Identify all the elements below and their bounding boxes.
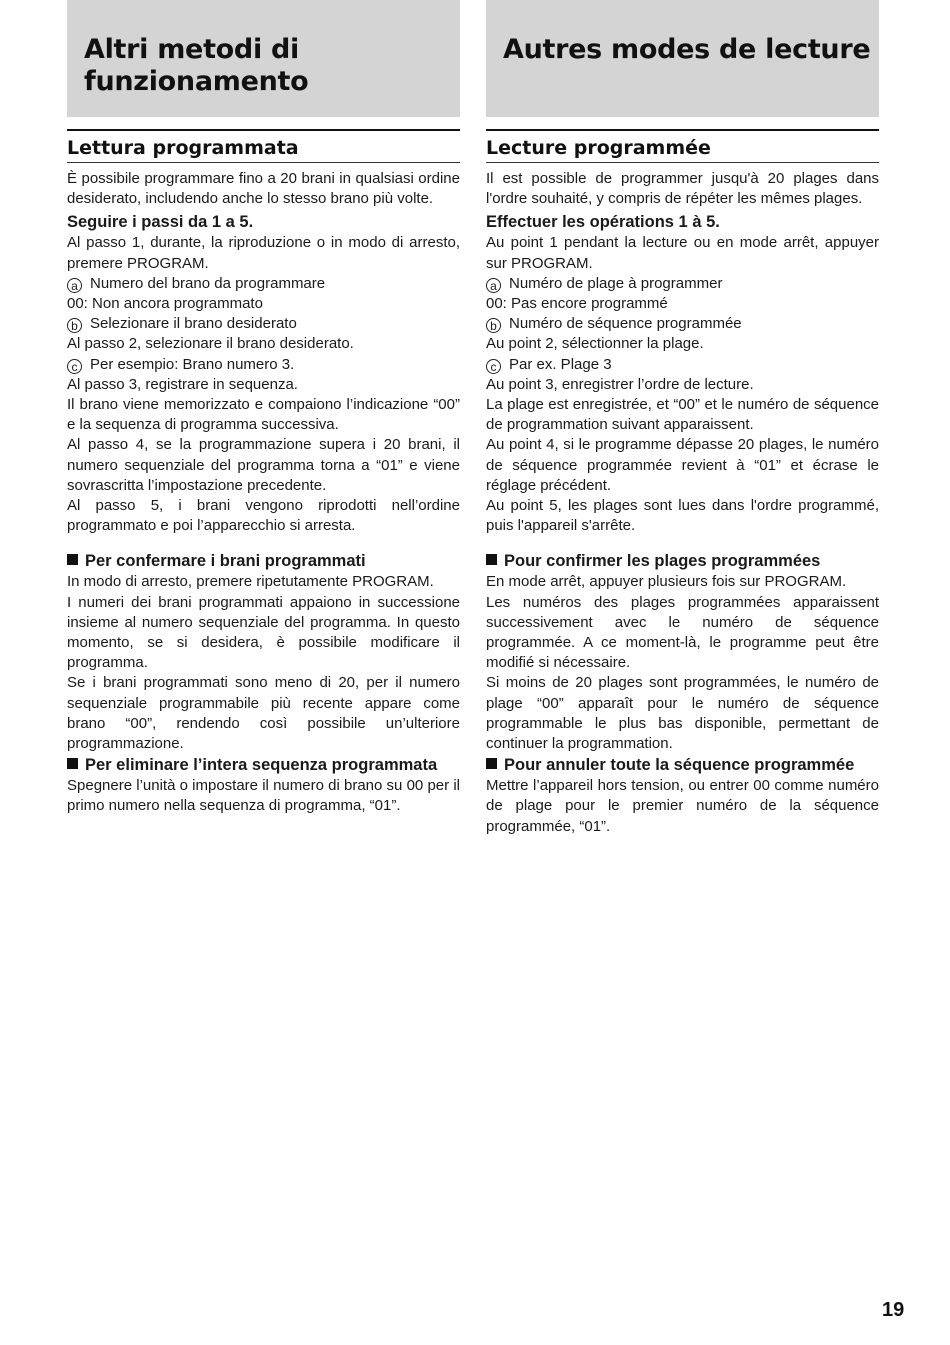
italian-step3: Al passo 3, registrare in sequenza. (67, 375, 298, 393)
italian-step1: Al passo 1, durante, la riproduzione o in modo di arresto, premere PROGRAM. (67, 234, 460, 272)
italian-confirm-p2: I numeri dei brani programmati appaiono in successione insieme al numero sequenziale del programma. In questo momento, se si desidera, è possibile modificare il programma. (67, 593, 460, 672)
french-item-b-text: Numéro de séquence programmée (509, 315, 742, 333)
french-delete-p1: Mettre l’appareil hors tension, ou entrer 00 comme numéro de plage pour le premier numéro de la séquence programmée, “01”. (486, 777, 879, 835)
italian-confirm-p3: Se i brani programmati sono meno di 20, per il numero sequenziale programmabile più recente appare come brano “00”, rendendo così possibile un’ulteriore programmazione. (67, 674, 460, 753)
italian-step2: Al passo 2, selezionare il brano desiderato. (67, 335, 354, 353)
italian-section-head (67, 129, 460, 163)
italian-item-a-text: Numero del brano da programmare (90, 274, 326, 292)
italian-section-title: Lettura programmata (67, 137, 299, 159)
square-bullet-icon (67, 758, 78, 769)
italian-steps-title: Seguire i passi da 1 a 5. (67, 213, 254, 232)
french-item-b (486, 314, 879, 334)
french-header-box (486, 0, 879, 117)
italian-step3-detail: Il brano viene memorizzato e compaiono l’indicazione “00” e la sequenza di programma successiva. (67, 396, 460, 434)
italian-chapter-title: Altri metodi di funzionamento (84, 34, 309, 97)
italian-confirm-title: Per confermare i brani programmati (85, 552, 366, 571)
circled-b-icon: b (67, 318, 82, 333)
italian-step4: Al passo 4, se la programmazione supera i 20 brani, il numero sequenziale del programma torna a “01” e viene sovrascritta l’impostazione precedente. (67, 436, 460, 494)
italian-item-a (67, 274, 460, 294)
french-column (486, 0, 879, 837)
french-section-head (486, 129, 879, 163)
french-confirm-title-row (486, 550, 879, 572)
french-step3: Au point 3, enregistrer l’ordre de lecture. (486, 375, 754, 393)
italian-header-box (67, 0, 460, 117)
french-steps-title: Effectuer les opérations 1 à 5. (486, 213, 720, 232)
square-bullet-icon (486, 554, 497, 565)
french-body (486, 163, 879, 837)
italian-item-b-text: Selezionare il brano desiderato (90, 315, 297, 333)
french-item-a-text: Numéro de plage à programmer (509, 274, 723, 292)
square-bullet-icon (67, 554, 78, 565)
italian-intro: È possibile programmare fino a 20 brani in qualsiasi ordine desiderato, includendo anche lo stesso brano più volte. (67, 170, 460, 208)
italian-confirm-title-row (67, 550, 460, 572)
french-item-c (486, 355, 879, 375)
french-chapter-title: Autres modes de lecture (503, 34, 871, 65)
italian-delete-title-row (67, 754, 460, 776)
circled-b-icon: b (486, 318, 501, 333)
french-step5: Au point 5, les plages sont lues dans l'ordre programmé, puis l'appareil s'arrête. (486, 497, 879, 535)
circled-c-icon: c (67, 359, 82, 374)
italian-delete-p1: Spegnere l’unità o impostare il numero di brano su 00 per il primo numero nella sequenza di programma, “01”. (67, 777, 460, 815)
italian-body (67, 163, 460, 817)
french-confirm-title: Pour confirmer les plages programmées (504, 552, 821, 571)
french-step2: Au point 2, sélectionner la plage. (486, 335, 704, 353)
italian-item-b (67, 314, 460, 334)
french-confirm-p3: Si moins de 20 plages sont programmées, le numéro de plage “00” apparaît pour le numéro de séquence programmable le plus bas disponible, permettant de continuer la programmation. (486, 674, 879, 753)
italian-item-c-text: Per esempio: Brano numero 3. (90, 355, 295, 373)
french-delete-title-row (486, 754, 879, 776)
french-section-title: Lecture programmée (486, 137, 711, 159)
italian-step5: Al passo 5, i brani vengono riprodotti nell’ordine programmato e poi l’apparecchio si arresta. (67, 497, 460, 535)
italian-not-programmed: 00: Non ancora programmato (67, 295, 263, 313)
italian-item-c (67, 355, 460, 375)
french-item-a (486, 274, 879, 294)
french-item-c-text: Par ex. Plage 3 (509, 355, 612, 373)
circled-a-icon: a (67, 278, 82, 293)
circled-a-icon: a (486, 278, 501, 293)
italian-confirm-p1: In modo di arresto, premere ripetutamente PROGRAM. (67, 573, 434, 591)
french-not-programmed: 00: Pas encore programmé (486, 295, 668, 313)
french-step4: Au point 4, si le programme dépasse 20 plages, le numéro de séquence programmée revient à “01” et écrase le réglage précédent. (486, 436, 879, 494)
circled-c-icon: c (486, 359, 501, 374)
french-step1: Au point 1 pendant la lecture ou en mode arrêt, appuyer sur PROGRAM. (486, 234, 879, 272)
french-delete-title: Pour annuler toute la séquence programmée (504, 756, 855, 775)
italian-delete-title: Per eliminare l’intera sequenza programmata (85, 756, 438, 775)
french-confirm-p2: Les numéros des plages programmées apparaissent successivement avec le numéro de séquence programmée. A ce moment-là, le programme peut être modifié si nécessaire. (486, 593, 879, 672)
french-intro: Il est possible de programmer jusqu'à 20 plages dans l'ordre souhaité, y compris de répéter les mêmes plages. (486, 170, 879, 208)
page-number: 19 (882, 1299, 905, 1321)
french-confirm-p1: En mode arrêt, appuyer plusieurs fois sur PROGRAM. (486, 573, 847, 591)
square-bullet-icon (486, 758, 497, 769)
french-step3-detail: La plage est enregistrée, et “00” et le numéro de séquence de programmation suivant apparaissent. (486, 396, 879, 434)
italian-column (67, 0, 460, 817)
